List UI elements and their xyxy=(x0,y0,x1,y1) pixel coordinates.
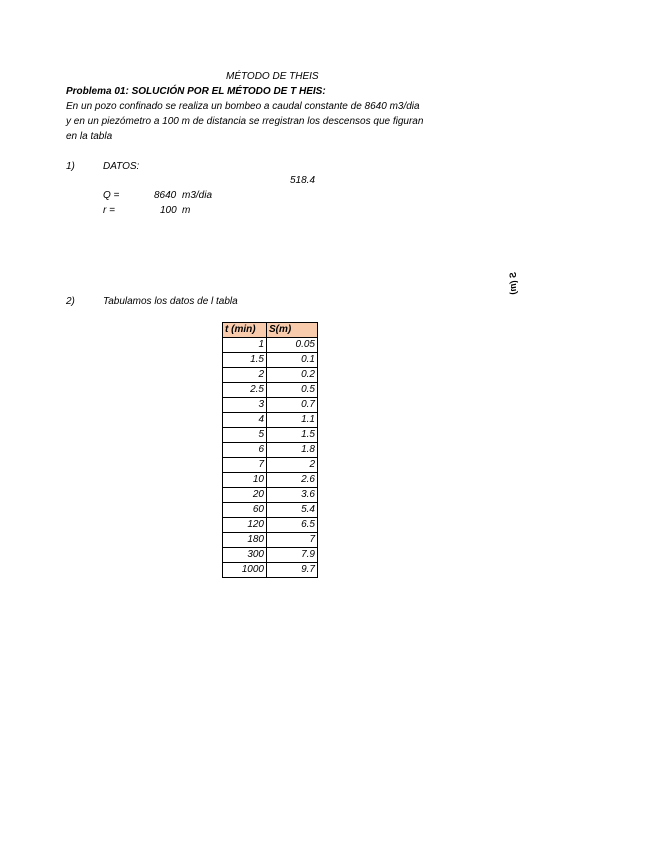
section-2-number: 2) xyxy=(66,296,75,307)
cell-drawdown: 0.1 xyxy=(267,353,318,368)
section-1-number: 1) xyxy=(66,161,75,172)
cell-drawdown: 2 xyxy=(267,458,318,473)
cell-drawdown: 1.1 xyxy=(267,413,318,428)
table-row xyxy=(223,473,318,488)
cell-drawdown: 6.5 xyxy=(267,518,318,533)
cell-drawdown: 0.7 xyxy=(267,398,318,413)
cell-time: 1000 xyxy=(223,563,267,578)
section-1-label: DATOS: xyxy=(103,161,140,172)
problem-heading: Problema 01: SOLUCIÓN POR EL MÉTODO DE T HEIS: xyxy=(66,86,326,97)
cell-time: 7 xyxy=(223,458,267,473)
cell-time: 180 xyxy=(223,533,267,548)
cell-drawdown: 2.6 xyxy=(267,473,318,488)
table-row xyxy=(223,503,318,518)
table-row xyxy=(223,353,318,368)
cell-time: 10 xyxy=(223,473,267,488)
table-row xyxy=(223,488,318,503)
r-unit: m xyxy=(182,205,191,216)
table-row xyxy=(223,383,318,398)
cell-time: 4 xyxy=(223,413,267,428)
header-drawdown: S(m) xyxy=(267,323,318,338)
q-unit: m3/dia xyxy=(182,190,213,201)
table-row xyxy=(223,338,318,353)
cell-drawdown: 1.5 xyxy=(267,428,318,443)
table-row xyxy=(223,428,318,443)
cell-time: 2.5 xyxy=(223,383,267,398)
cell-time: 2 xyxy=(223,368,267,383)
cell-drawdown: 0.2 xyxy=(267,368,318,383)
side-value: 518.4 xyxy=(290,175,316,186)
data-table xyxy=(222,322,318,578)
table-row xyxy=(223,413,318,428)
statement-line-3: en la tabla xyxy=(66,131,113,142)
cell-time: 6 xyxy=(223,443,267,458)
table-row xyxy=(223,398,318,413)
page-title: MÉTODO DE THEIS xyxy=(226,71,319,82)
cell-drawdown: 5.4 xyxy=(267,503,318,518)
table-row xyxy=(223,443,318,458)
cell-time: 3 xyxy=(223,398,267,413)
table-row xyxy=(223,368,318,383)
cell-drawdown: 0.05 xyxy=(267,338,318,353)
q-value: 8640 xyxy=(154,190,177,201)
cell-time: 5 xyxy=(223,428,267,443)
cell-drawdown: 3.6 xyxy=(267,488,318,503)
cell-time: 1.5 xyxy=(223,353,267,368)
section-2-label: Tabulamos los datos de l tabla xyxy=(103,296,238,307)
q-label: Q = xyxy=(103,190,120,201)
header-time: t (min) xyxy=(223,323,267,338)
statement-line-2: y en un piezómetro a 100 m de distancia se rregistran los descensos que figuran xyxy=(66,116,424,127)
cell-time: 120 xyxy=(223,518,267,533)
cell-drawdown: 7 xyxy=(267,533,318,548)
cell-time: 60 xyxy=(223,503,267,518)
cell-time: 20 xyxy=(223,488,267,503)
r-value: 100 xyxy=(160,205,177,216)
cell-time: 1 xyxy=(223,338,267,353)
cell-time: 300 xyxy=(223,548,267,563)
table-row xyxy=(223,548,318,563)
cell-drawdown: 9.7 xyxy=(267,563,318,578)
statement-line-1: En un pozo confinado se realiza un bombeo a caudal constante de 8640 m3/dia xyxy=(66,101,420,112)
table-row xyxy=(223,563,318,578)
cell-drawdown: 1.8 xyxy=(267,443,318,458)
table-header-row xyxy=(223,323,318,338)
table-row xyxy=(223,518,318,533)
axis-label-fragment: S (m) xyxy=(508,272,518,295)
cell-drawdown: 7.9 xyxy=(267,548,318,563)
r-label: r = xyxy=(103,205,115,216)
table-row xyxy=(223,533,318,548)
cell-drawdown: 0.5 xyxy=(267,383,318,398)
table-row xyxy=(223,458,318,473)
